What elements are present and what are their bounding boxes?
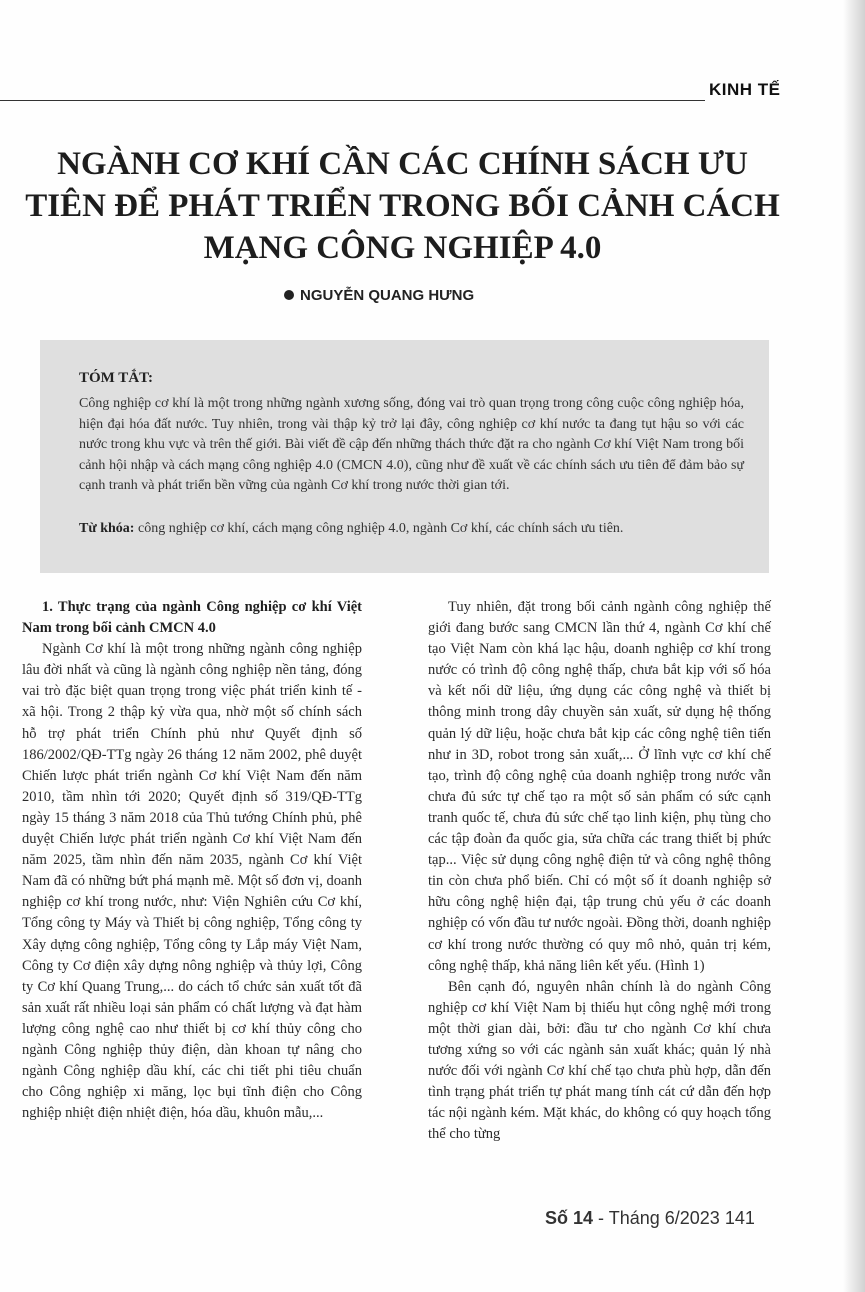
keywords-text: công nghiệp cơ khí, cách mạng công nghiệp 4.0, ngành Cơ khí, các chính sách ưu tiên. <box>137 521 624 536</box>
page-footer <box>545 1208 755 1229</box>
bullet-icon <box>284 290 294 300</box>
section-rule <box>0 100 705 101</box>
issue-number: Số 14 <box>545 1208 594 1228</box>
page-number: 141 <box>724 1208 755 1228</box>
abstract-heading: TÓM TẮT: <box>79 370 154 386</box>
page-edge-shadow <box>843 0 865 1292</box>
column-left <box>22 597 362 1124</box>
keywords <box>79 519 749 539</box>
paragraph: Ngành Cơ khí là một trong những ngành công nghiệp lâu đời nhất và cũng là ngành công nghiệp nền tảng, đóng vai trò đặc biệt quan trọng trong việc phát triển kinh tế - xã hội. Trong 2 thập kỷ vừa qua, nhờ một số chính sách hỗ trợ phát triển Chính phủ như Quyết định số 186/2002/QĐ-TTg ngày 26 tháng 12 năm 2002, phê duyệt Chiến lược phát triển ngành Cơ khí Việt Nam đến năm 2010, tầm nhìn tới 2020; Quyết định số 319/QĐ-TTg ngày 15 tháng 3 năm 2018 của Thủ tướng Chính phủ, phê duyệt Chiến lược phát triển ngành Cơ khí Việt Nam đến năm 2025, tầm nhìn đến năm 2035, ngành Cơ khí Việt Nam đã có những bứt phá mạnh mẽ. Một số đơn vị, doanh nghiệp cơ khí trong nước, như: Viện Nghiên cứu Cơ khí, Tổng công ty Máy và Thiết bị công nghiệp, Tổng công ty Xây dựng công nghiệp, Tổng công ty Lắp máy Việt Nam, Công ty Cơ điện xây dựng nông nghiệp và thủy lợi, Công ty Cơ khí Quang Trung,... do cách tổ chức sản xuất tốt đã sản xuất rất nhiều loại sản phẩm có chất lượng và đạt hàm lượng công nghệ cao như thiết bị cơ khí thủy công cho ngành Công nghiệp thủy điện, dàn khoan tự nâng cho ngành Công nghiệp dầu khí, các chi tiết phi tiêu chuẩn cho Công nghiệp xi măng, lọc bụi tĩnh điện cho Công nghiệp nhiệt điện nhiệt điện, hóa dầu, khuôn mẫu,... <box>22 641 362 1122</box>
paragraph: Bên cạnh đó, nguyên nhân chính là do ngành Công nghiệp cơ khí Việt Nam bị thiếu hụt công nghệ mới trong một thời gian dài, bởi: đầu tư cho ngành Cơ khí chưa tương xứng so với các ngành sản xuất khác; quản lý nhà nước đối với ngành Cơ khí chế tạo chưa phù hợp, dẫn đến tình trạng phát triển tự phát mang tính cát cứ dẫn đến hợp tác nội ngành kém. Mặt khác, do không có quy hoạch tổng thể cho từng <box>428 978 771 1143</box>
issue-date: - Tháng 6/2023 <box>598 1208 720 1228</box>
column-right <box>428 597 771 1145</box>
section-tag: KINH TẾ <box>709 80 781 99</box>
paragraph: Tuy nhiên, đặt trong bối cảnh ngành công nghiệp thế giới đang bước sang CMCN lần thứ 4, ngành Cơ khí chế tạo Việt Nam còn khá lạc hậu, doanh nghiệp cơ khí trong nước có trình độ công nghệ thấp, chưa bắt kịp với số hóa và kết nối dữ liệu, ứng dụng các công nghệ và thiết bị thông minh trong dây chuyền sản xuất, sử dụng hệ thống quản lý dữ liệu, hoặc chưa bắt kịp các công nghệ tiên tiến như in 3D, robot trong sản xuất,... Ở lĩnh vực cơ khí chế tạo, trình độ công nghệ của doanh nghiệp trong nước vẫn chưa đủ sức tự chế tạo ra một số sản phẩm có sức cạnh tranh quốc tế, chưa đủ sức chế tạo linh kiện, phụ tùng cho các tập đoàn đa quốc gia, sửa chữa các trang thiết bị phức tạp... Việc sử dụng công nghệ điện tử và công nghệ thông tin còn chưa phổ biến. Chỉ có một số ít doanh nghiệp sở hữu công nghệ hiện đại, tập trung chủ yếu ở các doanh nghiệp có vốn đầu tư nước ngoài. Đồng thời, doanh nghiệp cơ khí trong nước thường có quy mô nhỏ, quản trị kém, công nghệ thấp, khả năng liên kết yếu. (Hình 1) <box>428 599 771 974</box>
abstract-text: Công nghiệp cơ khí là một trong những ngành xương sống, đóng vai trò quan trọng trong công cuộc công nghiệp hóa, hiện đại hóa đất nước. Tuy nhiên, trong vài thập kỷ trở lại đây, công nghiệp cơ khí nước ta đang tụt hậu so với các nước trong khu vực và trên thế giới. Bài viết đề cập đến những thách thức đặt ra cho ngành Cơ khí Việt Nam trong bối cảnh hội nhập và cách mạng công nghiệp 4.0 (CMCN 4.0), cũng như đề xuất về các chính sách ưu tiên để đảm bảo sự cạnh tranh và phát triển bền vững của ngành Cơ khí trong nước thời gian tới. <box>79 396 744 493</box>
article-title: NGÀNH CƠ KHÍ CẦN CÁC CHÍNH SÁCH ƯU TIÊN ĐỂ PHÁT TRIỂN TRONG BỐI CẢNH CÁCH MẠNG CÔNG NGHIỆP 4.0 <box>25 146 780 266</box>
author-name: NGUYỄN QUANG HƯNG <box>300 287 475 304</box>
section-heading: 1. Thực trạng của ngành Công nghiệp cơ khí Việt Nam trong bối cảnh CMCN 4.0 <box>22 599 362 637</box>
keywords-label: Từ khóa: <box>79 521 135 536</box>
author-line <box>284 287 474 304</box>
